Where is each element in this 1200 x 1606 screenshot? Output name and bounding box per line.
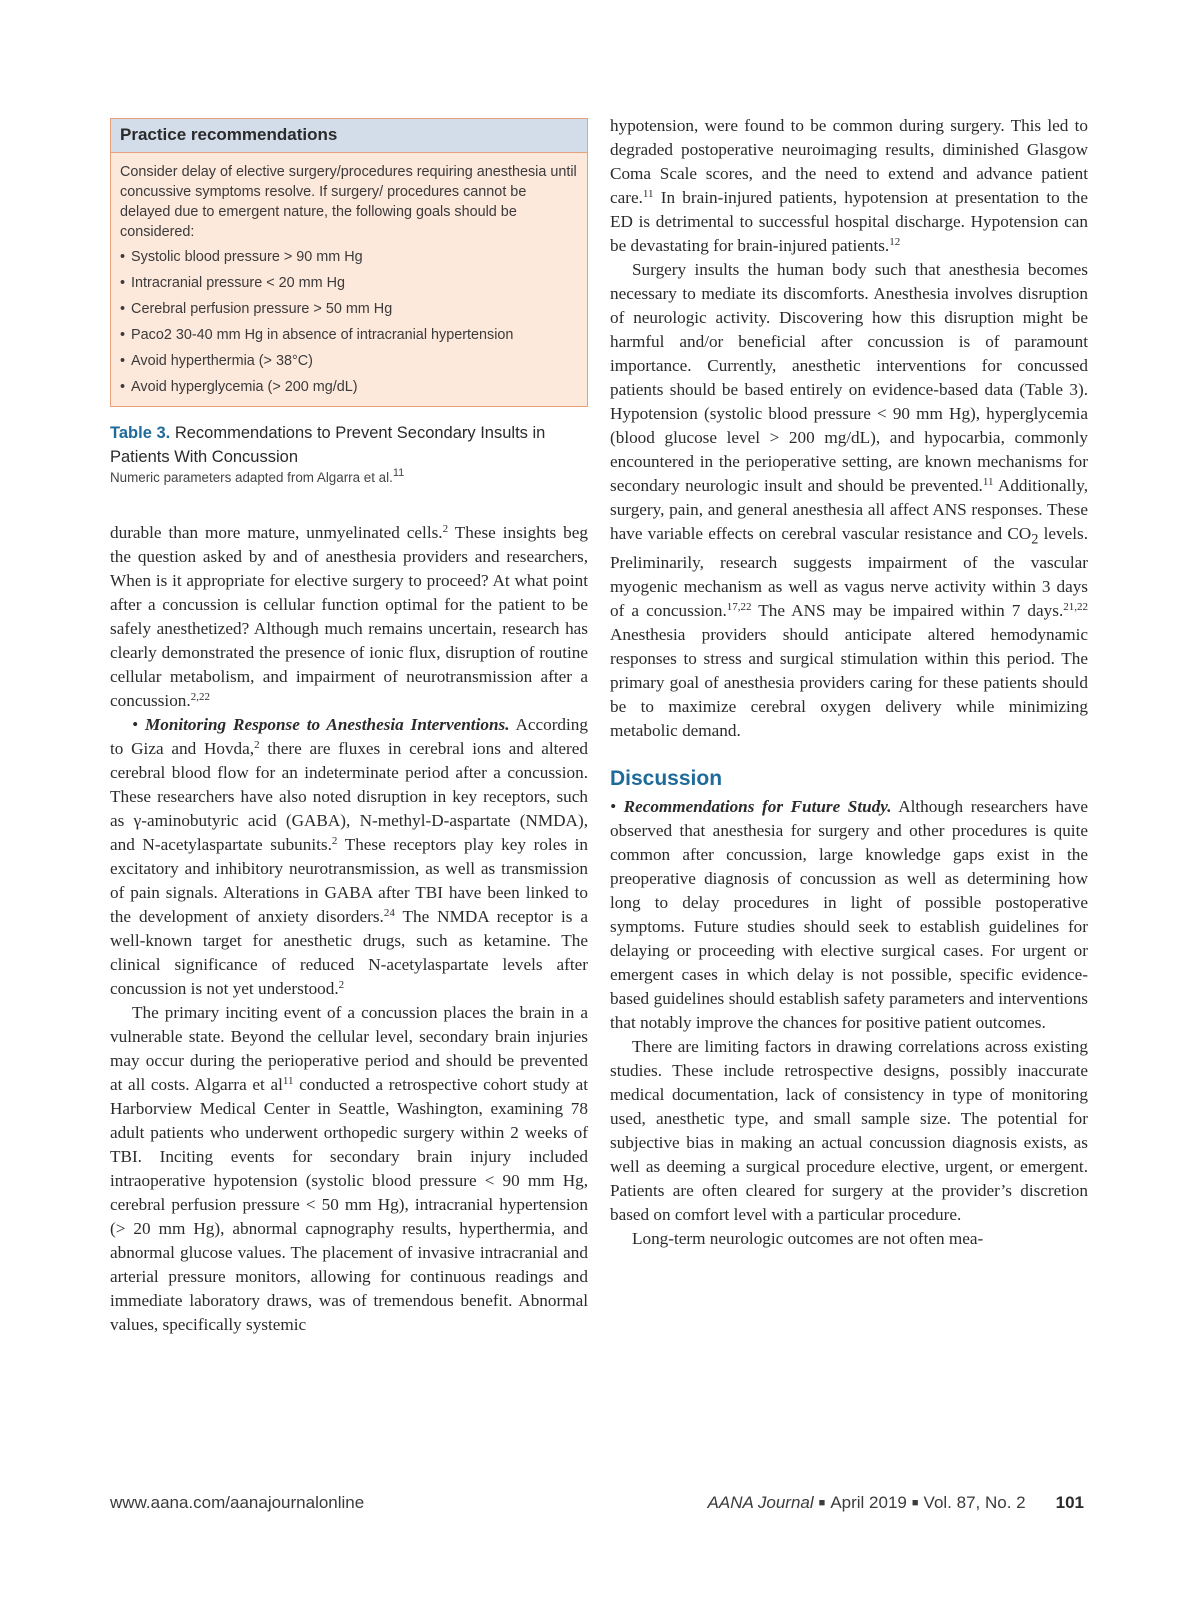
caption-title: Recommendations to Prevent Secondary Insults in Patients With Concussion xyxy=(110,424,546,466)
section-heading: Discussion xyxy=(610,767,723,791)
citation: 2 xyxy=(338,979,345,991)
paragraph: The primary inciting event of a concussion places the brain in a vulnerable state. Beyond the cellular level, secondary brain injuries may occur during the perioperative period and should be prevented at all costs. Algarra et $al^{11}$ conducted a retrospective cohort study at Harborview Medical Center in Seattle, Washington, examining 78 adult patients who underwent orthopedic surgery within 2 weeks of TBI. Inciting events for secondary brain injury included intraoperative hypotension (systolic blood pressure < 90 mm Hg, cerebral perfusion pressure < 50 mm Hg), intracranial hypertension (> 20 mm Hg), abnormal capnography results, hyperthermia, and abnormal glucose values. The placement of invasive intracranial and arterial pressure monitors, allowing for continuous readings and immediate laboratory draws, was of tremendous benefit. Abnormal values, specifically systemic xyxy=(110,1003,588,1334)
bullet: • xyxy=(132,715,139,734)
citation: 17,22 xyxy=(726,601,752,614)
citation: 11 xyxy=(642,188,654,200)
run-in-heading: Recommendations for Future Study. xyxy=(623,797,892,817)
page-footer xyxy=(110,1493,1084,1517)
list-item: • Avoid hyperglycemia (> 200 mg/dL) xyxy=(120,374,578,400)
table-caption xyxy=(110,421,588,487)
paragraph: hypotension, were found to be common during surgery. This led to degraded postoperative neuroimaging results, diminished Glasgow Coma Scale scores, and the need to extend and advance patient care.$^{11}$ In brain-injured patients, hypotension at presentation to the ED is detrimental to successful hospital discharge. Hypotension can be devastating for brain-injured patients.$^{12}$ xyxy=(610,116,1088,255)
recommendation-list xyxy=(111,244,587,406)
citation: 2,22 xyxy=(190,691,210,703)
paragraph: Surgery insults the human body such that anesthesia becomes necessary to mediate its discomforts. Anesthesia involves disruption of neurologic activity. Discovering how this disruption might be harmful and/or beneficial after concussion is of paramount importance. Currently, anesthetic interventions for concussed patients should be based entirely on evidence-based data (Table 3). Hypotension (systolic blood pressure < 90 mm Hg), hyperglycemia (blood glucose level > 200 mg/dL), and hypocarbia, commonly encountered in the perioperative setting, are known mechanisms for secondary neurologic insult and should be prevented.$^{11}$ Additionally, surgery, pain, and general anesthesia all affect ANS responses. These have variable effects on cerebral vascular resistance and $CO_2$ levels. Preliminarily, research suggests impairment of the vascular myogenic mechanism as well as vagus nerve activity within 3 days of a concussion.$^{17,22}$ The ANS may be impaired within 7 days.$^{21,22}$ Anesthesia providers should anticipate altered hemodynamic responses to stress and surgical stimulation within this period. The primary goal of anesthesia providers caring for these patients should be to maximize cerebral oxygen delivery while minimizing metabolic demand. xyxy=(610,260,1088,741)
paragraph: • Monitoring Response to Anesthesia Interventions. According to Giza and Hovda,$^2$ there are fluxes in cerebral ions and altered cerebral blood flow for an indeterminate period after a concussion. These researchers have also noted disruption in key receptors, such as γ-aminobutyric acid (GABA), N-methyl-D-aspartate (NMDA), and N-acetylaspartate subunits.$^2$ These receptors play key roles in excitatory and inhibitory neurotransmission, as well as transmission of pain signals. Alterations in GABA after TBI have been linked to the development of anxiety disorders.$^{24}$ The NMDA receptor is a well-known target for anesthetic drugs, such as ketamine. The clinical significance of reduced N-acetylaspartate levels after concussion is not yet understood.$^2$ xyxy=(110,715,589,998)
list-item: • Cerebral perfusion pressure > 50 mm Hg xyxy=(120,296,578,322)
citation: 2 xyxy=(442,523,449,535)
left-column xyxy=(110,118,588,1337)
box-intro: Consider delay of elective surgery/procedures requiring anesthesia until concussive symptoms resolve. If surgery/ procedures cannot be delayed due to emergent nature, the following goals should be considered: xyxy=(120,164,577,240)
citation: 11 xyxy=(392,467,405,479)
citation: 12 xyxy=(889,236,901,248)
caption-note: Numeric parameters adapted from Algarra et al. xyxy=(110,470,393,485)
run-in-heading: Monitoring Response to Anesthesia Interventions. xyxy=(144,715,510,734)
list-item: • Systolic blood pressure > 90 mm Hg xyxy=(120,244,578,270)
citation: 11 xyxy=(982,476,994,488)
paragraph: There are limiting factors in drawing correlations across existing studies. These include retrospective designs, possibly inaccurate medical documentation, lack of consistency in type of monitoring used, anesthetic type, and small sample size. The potential for subjective bias in making an actual concussion diagnosis exists, as well as deeming a surgical procedure elective, urgent, or emergent. Patients are often cleared for surgery at the provider’s discretion based on comfort level with a particular procedure. xyxy=(610,1037,1088,1225)
journal-url[interactable]: www.aana.com/aanajournalonline xyxy=(110,1493,365,1512)
box-title: Practice recommendations xyxy=(111,119,587,153)
citation: 21,22 xyxy=(1063,601,1088,614)
citation: 11 xyxy=(282,1075,294,1087)
separator: ■ xyxy=(818,1497,826,1509)
citation: 24 xyxy=(383,907,395,919)
paragraph: durable than more mature, unmyelinated cells.$^2$ These insights beg the question asked by and of anesthesia providers and researchers, When is it appropriate for elective surgery to proceed? At what point after a concussion is cellular function optimal for the patient to be safely anesthetized? Although much remains uncertain, research has clearly demonstrated the presence of ionic flux, disruption of routine cellular metabolism, and impairment of neurotransmission after a concussion.$^{2,22}$ xyxy=(110,523,588,710)
volume: Vol. 87, No. 2 xyxy=(923,1493,1026,1512)
bullet: • xyxy=(610,797,617,817)
list-item: • Paco2 30-40 mm Hg in absence of intracranial hypertension xyxy=(120,322,578,348)
separator: ■ xyxy=(911,1497,919,1509)
list-item: • Avoid hyperthermia (> 38°C) xyxy=(120,348,578,374)
citation: 2 xyxy=(254,739,260,751)
subscript: 2 xyxy=(1031,531,1039,548)
right-column xyxy=(610,114,1088,1251)
list-item: • Intracranial pressure < 20 mm Hg xyxy=(120,270,578,296)
paragraph: Long-term neurologic outcomes are not often mea- xyxy=(632,1229,984,1249)
paragraph: • Recommendations for Future Study. Although researchers have observed that anesthesia for surgery and other procedures is quite common after concussion, large knowledge gaps exist in the preoperative diagnosis of concussion as well as determining how long to delay procedures in light of possible postoperative symptoms. Future studies should seek to establish guidelines for delaying or proceeding with elective surgical cases. For urgent or emergent cases in which delay is not possible, specific evidence-based guidelines should establish safety parameters and interventions that notably improve the chances for positive patient outcomes. xyxy=(610,797,1089,1033)
citation: 2 xyxy=(331,835,338,847)
caption-label: Table 3. xyxy=(110,424,171,442)
issue-date: April 2019 xyxy=(830,1493,907,1512)
page-number: 101 xyxy=(1055,1493,1084,1512)
practice-recommendations-box xyxy=(110,118,588,407)
journal-name: AANA Journal xyxy=(707,1493,814,1512)
